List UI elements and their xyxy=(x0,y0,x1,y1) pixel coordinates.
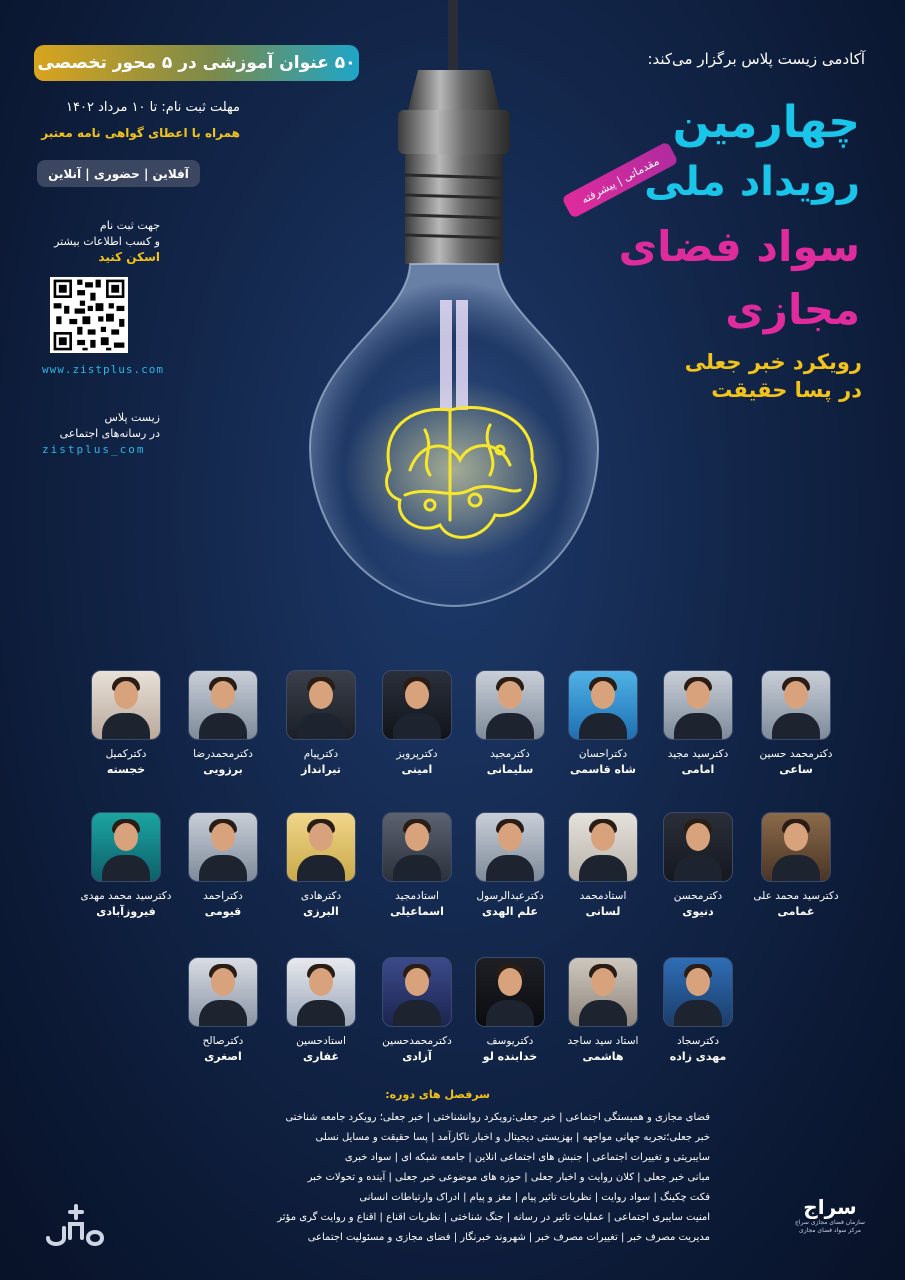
topics-count-badge: ۵۰ عنوان آموزشی در ۵ محور تخصصی xyxy=(34,45,359,81)
title-line-1: چهارمین xyxy=(672,97,860,148)
speaker-photo xyxy=(663,670,733,740)
speaker-title: استادحسین xyxy=(296,1035,346,1047)
speaker-photo xyxy=(475,670,545,740)
speaker-photo xyxy=(188,670,258,740)
speaker-photo xyxy=(382,812,452,882)
speaker-title: دکترمحمدحسین xyxy=(382,1035,452,1047)
title-line-4: مجازی xyxy=(725,285,860,334)
speaker-name: ساعی xyxy=(779,763,813,776)
speaker-photo xyxy=(91,812,161,882)
speaker-title: دکترصالح xyxy=(202,1035,244,1047)
speaker-photo xyxy=(286,957,356,1027)
speaker-title: دکتراحمد xyxy=(203,890,243,902)
speaker-title: استادمجید xyxy=(395,890,439,902)
speaker-name: علم الهدی xyxy=(481,905,539,918)
speaker-title: دکترعبدالرسول xyxy=(476,890,544,902)
seraj-logo xyxy=(795,1195,865,1257)
speaker-photo xyxy=(382,957,452,1027)
speaker-title: استادمحمد xyxy=(579,890,627,902)
speaker-card xyxy=(66,812,186,918)
speaker-name: لسانی xyxy=(585,905,621,918)
seraj-mark: سراج xyxy=(803,1195,857,1219)
speaker-title: دکترمحسن xyxy=(673,890,723,902)
speaker-title: دکترسید محمد علی xyxy=(753,890,839,902)
speaker-name: خجسته xyxy=(106,763,146,776)
speaker-name: دنیوی xyxy=(682,905,714,918)
speaker-title: دکتریوسف xyxy=(486,1035,534,1047)
title-line-2: رویداد ملی xyxy=(644,159,860,205)
speaker-photo xyxy=(761,670,831,740)
topics-line: فکت چکینگ | سواد روایت | نظریات تاثیر پیام | مغز و پیام | ادراک وارتباطات انسانی xyxy=(359,1192,710,1203)
qr-code[interactable] xyxy=(50,277,128,353)
subtitle-line-2: در پسا حقیقت xyxy=(711,378,862,402)
speaker-name: سلیمانی xyxy=(486,763,534,776)
speaker-photo xyxy=(761,812,831,882)
topics-heading: سرفصل های دوره: xyxy=(385,1088,490,1101)
speaker-title: دکترپیام xyxy=(303,748,339,760)
speaker-name: امامی xyxy=(681,763,715,776)
speaker-photo xyxy=(475,957,545,1027)
speaker-photo xyxy=(286,812,356,882)
social-label xyxy=(40,410,160,442)
speaker-photo xyxy=(663,812,733,882)
speaker-photo xyxy=(568,670,638,740)
certificate-note: همراه با اعطای گواهی نامه معتبر xyxy=(41,126,240,140)
social-line-1: زیست پلاس xyxy=(104,411,160,424)
speaker-name: قیومی xyxy=(204,905,242,918)
registration-deadline: مهلت ثبت نام: تا ۱۰ مرداد ۱۴۰۲ xyxy=(66,100,240,115)
speaker-title: دکترسجاد xyxy=(676,1035,720,1047)
speaker-title: دکترپرویز xyxy=(396,748,438,760)
topics-line: امنیت سایبری اجتماعی | عملیات تاثیر در رسانه | جنگ شناختی | نظریات اقناع | اقناع و روایت گری مؤثر xyxy=(277,1212,710,1223)
seraj-caption-2: مرکز سواد فضای مجازی xyxy=(799,1227,861,1234)
social-handle[interactable]: zistplus_com xyxy=(42,443,146,456)
attendance-modes-badge: آفلاین | حضوری | آنلاین xyxy=(37,160,200,187)
title-line-3: سواد فضای xyxy=(618,222,860,271)
topics-line: سایبریتی و تغییرات اجتماعی | جنبش های اجتماعی انلاین | جامعه شبکه ای | سواد خبری xyxy=(344,1152,710,1163)
speaker-title: دکتراحسان xyxy=(578,748,628,760)
speaker-title: دکترکمیل xyxy=(105,748,147,760)
speaker-name: خدابنده لو xyxy=(482,1050,538,1063)
presenter-line: آکادمی زیست پلاس برگزار می‌کند: xyxy=(647,50,865,68)
speaker-photo xyxy=(568,957,638,1027)
speaker-title: دکترسید مجید xyxy=(667,748,729,760)
scan-cta: اسکن کنید xyxy=(98,250,160,264)
scan-line-1: جهت ثبت نام xyxy=(99,219,160,232)
scan-line-2: و کسب اطلاعات بیشتر xyxy=(54,235,160,248)
speaker-card xyxy=(163,957,283,1063)
speaker-photo xyxy=(188,957,258,1027)
speaker-photo xyxy=(286,670,356,740)
website-link[interactable]: www.zistplus.com xyxy=(42,363,164,376)
social-line-2: در رسانه‌های اجتماعی xyxy=(59,427,160,440)
speaker-photo xyxy=(475,812,545,882)
speaker-photo xyxy=(91,670,161,740)
speaker-title: دکترمحمدرضا xyxy=(193,748,253,760)
speaker-name: هاشمی xyxy=(582,1050,624,1063)
speaker-name: اصغری xyxy=(204,1050,242,1063)
levels-badge: مقدماتی | پیشرفته xyxy=(561,141,678,219)
speaker-title: استاد سید ساجد xyxy=(567,1035,639,1047)
speaker-name: البرزی xyxy=(303,905,339,918)
topics-line: خبر جعلی؛تجربه جهانی مواجهه | بهزیستی دیجیتال و اخبار ناکارآمد | پسا حقیقت و مسایل نسلی xyxy=(315,1132,710,1143)
speaker-name: اسماعیلی xyxy=(390,905,444,918)
topics-line: فضای مجازی و همبستگی اجتماعی | خبر جعلی:رویکرد روانشناختی | خبر جعلی؛ رویکرد جامعه شناختی xyxy=(285,1112,710,1123)
speaker-name: غفاری xyxy=(303,1050,339,1063)
zistplus-logo xyxy=(42,1200,110,1252)
speaker-photo xyxy=(663,957,733,1027)
speaker-title: دکترهادی xyxy=(300,890,342,902)
speaker-photo xyxy=(382,670,452,740)
speaker-photo xyxy=(188,812,258,882)
speaker-title: دکترمحمد حسین xyxy=(759,748,833,760)
speaker-photo xyxy=(568,812,638,882)
subtitle-line-1: رویکرد خبر جعلی xyxy=(684,350,862,374)
speaker-title: دکترسید محمد مهدی xyxy=(80,890,172,902)
speaker-card xyxy=(66,670,186,776)
speaker-name: مهدی زاده xyxy=(669,1050,727,1063)
seraj-caption-1: سازمان فضای مجازی سراج xyxy=(795,1219,865,1226)
speaker-name: غمامی xyxy=(777,905,815,918)
speaker-name: فیروزآبادی xyxy=(96,905,156,918)
speaker-name: شاه قاسمی xyxy=(570,763,636,776)
topics-line: مدیریت مصرف خبر | تغییرات مصرف خبر | شهروند خبرنگار | فضای مجازی و مسئولیت اجتماعی xyxy=(307,1232,710,1243)
speaker-name: تیرانداز xyxy=(301,763,341,776)
speaker-title: دکترمجید xyxy=(490,748,530,760)
speaker-name: برزویی xyxy=(203,763,243,776)
topics-line: مبانی خبر جعلی | کلان روایت و اخبار جعلی | حوزه های موضوعی خبر جعلی | آینده و تحولات خبر xyxy=(307,1172,710,1183)
topics-list xyxy=(200,1108,710,1248)
speaker-name: آزادی xyxy=(402,1050,432,1063)
scan-instruction xyxy=(40,218,160,250)
speaker-name: امینی xyxy=(401,763,433,776)
